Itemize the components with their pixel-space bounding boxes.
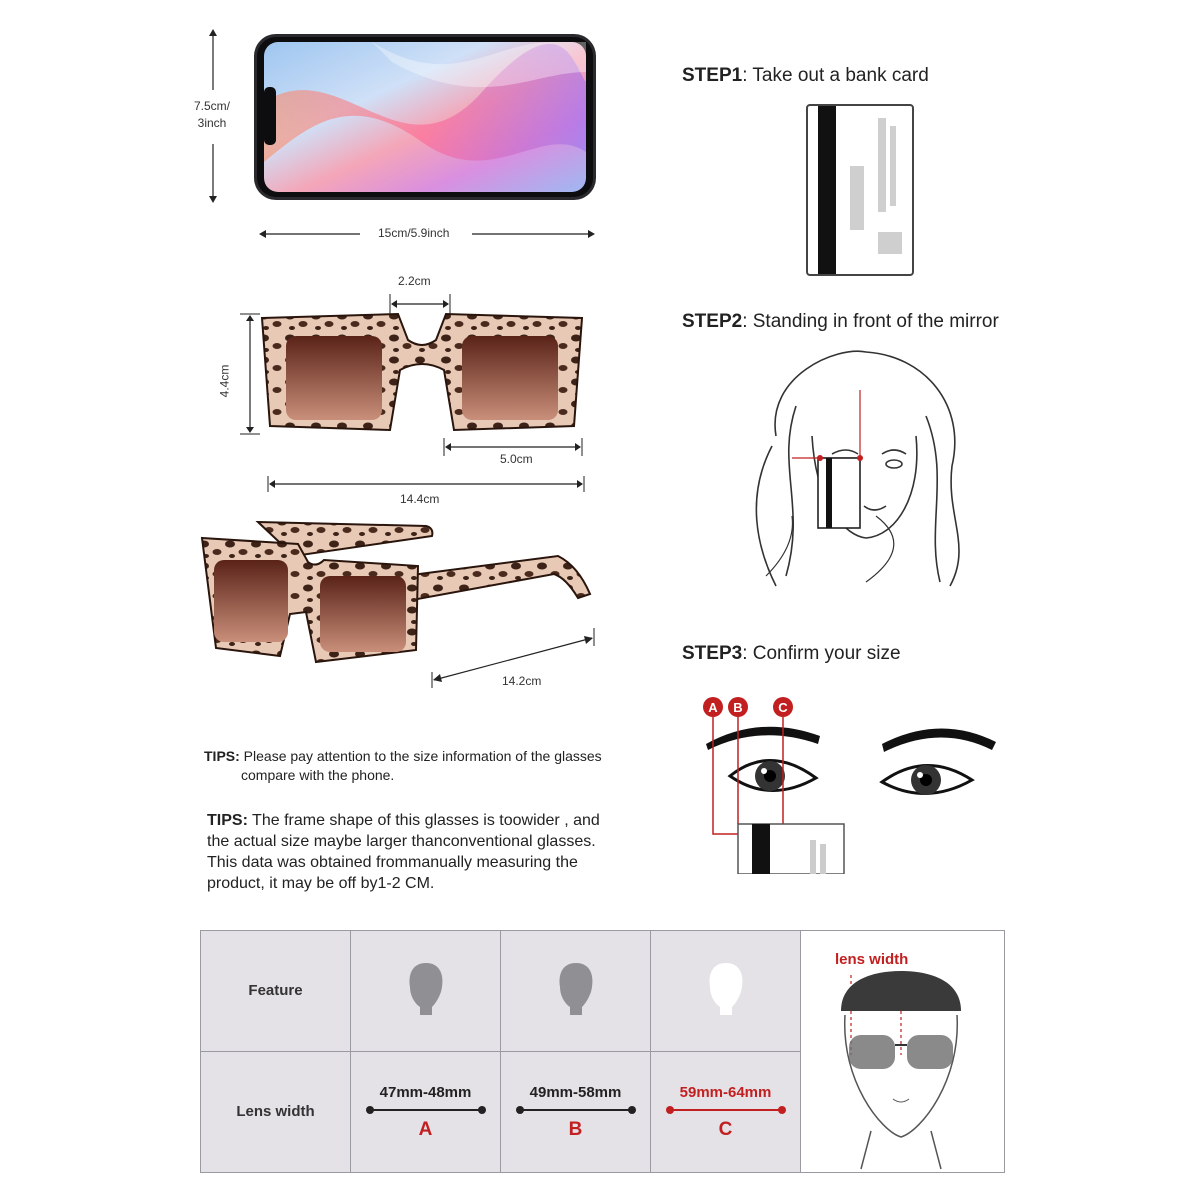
size-c-bar [670, 1109, 782, 1111]
bridge-width-label: 2.2cm [398, 274, 431, 288]
size-a-range: 47mm-48mm [379, 1083, 472, 1101]
lens-width-diagram-label: lens width [835, 951, 909, 968]
face-small-cell [351, 931, 501, 1052]
frame-height-arrow [238, 312, 262, 436]
phone-height-label: 7.5cm/ 3inch [193, 99, 230, 130]
temple-length-label: 14.2cm [502, 674, 542, 688]
tips-line: product, it may be off by1-2 CM. [207, 875, 435, 892]
marker-b: B [733, 700, 743, 715]
head-silhouette-icon [706, 961, 746, 1017]
marker-c: C [778, 700, 788, 715]
face-large-cell [651, 931, 801, 1052]
lens-width-diagram-cell [801, 931, 1005, 1173]
tips-label: TIPS: [204, 748, 240, 764]
eyes-illustration [700, 694, 1000, 879]
glasses-front-image [258, 310, 586, 434]
tips-compare-phone [204, 747, 644, 785]
total-width-arrow [266, 474, 586, 494]
tips-label: TIPS: [207, 812, 248, 829]
tips-frame-size [207, 810, 647, 894]
step1-heading: STEP1: Take out a bank card [682, 65, 929, 86]
bridge-width-arrow [388, 292, 452, 316]
total-width-label: 14.4cm [400, 492, 440, 506]
tips-line: This data was obtained frommanually measuring the [207, 854, 578, 871]
size-c-cell [651, 1052, 801, 1173]
tips-line: The frame shape of this glasses is toowider , and [247, 812, 600, 829]
feature-header-cell [201, 931, 351, 1052]
tips-line: Please pay attention to the size information of the glasses [239, 748, 602, 764]
lens-width-label: 5.0cm [500, 452, 533, 466]
phone-width-label: 15cm/5.9inch [378, 226, 450, 240]
size-a-letter: A [418, 1118, 433, 1140]
size-table [200, 930, 1005, 1173]
lens-width-row-label: Lens width [236, 1103, 315, 1120]
tips-line: the actual size maybe larger thanconventional glasses. [207, 833, 596, 850]
step3-heading: STEP3: Confirm your size [682, 643, 901, 664]
face-medium-cell [501, 931, 651, 1052]
head-silhouette-icon [406, 961, 446, 1017]
size-a-bar [370, 1109, 482, 1111]
size-b-letter: B [568, 1118, 583, 1140]
feature-label: Feature [248, 982, 303, 999]
size-b-bar [520, 1109, 632, 1111]
size-c-letter: C [718, 1118, 733, 1140]
step2-heading: STEP2: Standing in front of the mirror [682, 311, 999, 332]
marker-a: A [708, 700, 718, 715]
frame-height-label: 4.4cm [217, 364, 232, 398]
phone-image [252, 32, 598, 202]
lens-width-header-cell [201, 1052, 351, 1173]
size-b-range: 49mm-58mm [529, 1083, 622, 1101]
head-silhouette-icon [556, 961, 596, 1017]
tips-line: compare with the phone. [241, 767, 395, 783]
mirror-face-illustration [736, 346, 976, 597]
bank-card-image [806, 104, 914, 281]
size-c-range: 59mm-64mm [679, 1083, 772, 1101]
size-b-cell [501, 1052, 651, 1173]
head-with-glasses-icon [801, 931, 1004, 1171]
size-a-cell [351, 1052, 501, 1173]
